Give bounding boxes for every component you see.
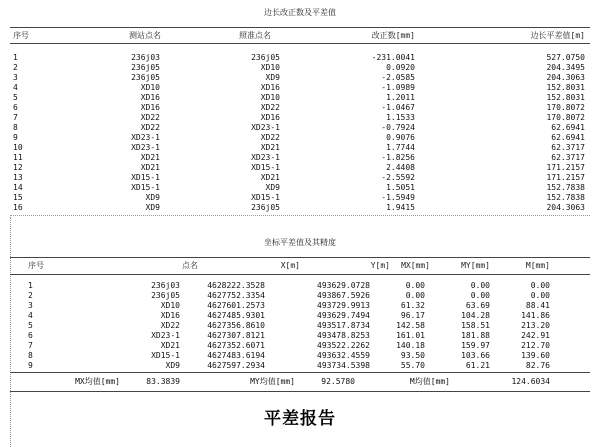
table-row (10, 93, 590, 103)
cell-adjusted-length: 170.8072 (546, 113, 585, 122)
table-row (10, 361, 590, 371)
cell-m: 242.91 (521, 331, 550, 340)
cell-station: XD15-1 (131, 183, 160, 192)
cell-station: XD21 (140, 163, 160, 172)
cell-target: XD10 (260, 93, 280, 102)
col-m-header: M[mm] (525, 261, 550, 270)
m-mean-value: 124.6034 (511, 377, 550, 386)
summary-top-rule (10, 372, 590, 373)
side-adjustment-title: 边长改正数及平差值 (264, 8, 336, 17)
cell-target: XD15-1 (251, 193, 280, 202)
cell-station: XD16 (140, 103, 160, 112)
cell-my: 181.88 (461, 331, 490, 340)
col-index-header: 序号 (13, 31, 29, 40)
cell-correction: 1.7744 (386, 143, 415, 152)
cell-point: XD10 (160, 301, 180, 310)
cell-index: 7 (13, 113, 18, 122)
my-mean-value: 92.5780 (321, 377, 355, 386)
cell-target: XD23-1 (251, 153, 280, 162)
cell-point: XD9 (165, 361, 180, 370)
cell-index: 7 (28, 341, 33, 350)
col-point-header: 点名 (182, 261, 198, 270)
cell-station: XD15-1 (131, 173, 160, 182)
precision-summary (10, 377, 590, 387)
cell-adjusted-length: 171.2157 (546, 163, 585, 172)
cell-y: 493632.4559 (317, 351, 370, 360)
cell-my: 63.69 (465, 301, 490, 310)
cell-correction: 2.4408 (386, 163, 415, 172)
cell-mx: 93.50 (400, 351, 425, 360)
table-row (10, 103, 590, 113)
cell-index: 11 (13, 153, 23, 162)
table-row (10, 193, 590, 203)
cell-adjusted-length: 152.7838 (546, 183, 585, 192)
cell-x: 4627752.3354 (207, 291, 265, 300)
col-x-header: X[m] (280, 261, 300, 270)
cell-adjusted-length: 62.6941 (551, 133, 585, 142)
cell-station: XD22 (140, 113, 160, 122)
cell-mx: 55.70 (400, 361, 425, 370)
cell-y: 493734.5398 (317, 361, 370, 370)
cell-adjusted-length: 204.3063 (546, 203, 585, 212)
col-index-header: 序号 (28, 261, 44, 270)
cell-index: 15 (13, 193, 23, 202)
cell-adjusted-length: 527.0750 (546, 53, 585, 62)
cell-index: 2 (13, 63, 18, 72)
cell-target: XD10 (260, 63, 280, 72)
cell-correction: 1.9415 (386, 203, 415, 212)
table-row (10, 311, 590, 321)
cell-adjusted-length: 170.8072 (546, 103, 585, 112)
cell-my: 61.21 (465, 361, 490, 370)
table-row (10, 321, 590, 331)
cell-x: 4628222.3528 (207, 281, 265, 290)
cell-my: 103.66 (461, 351, 490, 360)
cell-mx: 96.17 (400, 311, 425, 320)
section1-header-rule (10, 43, 590, 44)
cell-target: XD21 (260, 173, 280, 182)
coordinate-adjustment-title: 坐标平差值及其精度 (264, 238, 336, 247)
cell-target: XD23-1 (251, 123, 280, 132)
table-row (10, 203, 590, 213)
cell-mx: 142.58 (396, 321, 425, 330)
report-caption: 平差报告 (264, 409, 336, 429)
cell-correction: -1.0467 (381, 103, 415, 112)
cell-station: XD23-1 (131, 133, 160, 142)
mx-mean-label: MX均值[mm] (75, 377, 120, 386)
col-target-header: 照准点名 (239, 31, 271, 40)
mx-mean-value: 83.3839 (146, 377, 180, 386)
cell-target: XD22 (260, 133, 280, 142)
cell-correction: -0.7924 (381, 123, 415, 132)
cell-correction: 1.1533 (386, 113, 415, 122)
table-row (10, 63, 590, 73)
cell-mx: 61.32 (400, 301, 425, 310)
cell-y: 493629.0728 (317, 281, 370, 290)
cell-index: 9 (13, 133, 18, 142)
cell-index: 12 (13, 163, 23, 172)
col-station-header: 测站点名 (129, 31, 161, 40)
cell-m: 141.86 (521, 311, 550, 320)
cell-x: 4627352.6071 (207, 341, 265, 350)
cell-mx: 0.00 (405, 281, 425, 290)
cell-station: XD9 (145, 203, 160, 212)
cell-target: 236j05 (251, 203, 280, 212)
summary-bottom-rule (10, 391, 590, 392)
table-row (10, 143, 590, 153)
table-row (10, 183, 590, 193)
table-row (10, 123, 590, 133)
cell-index: 2 (28, 291, 33, 300)
cell-station: 236j05 (131, 63, 160, 72)
table-row (10, 113, 590, 123)
cell-y: 493478.8253 (317, 331, 370, 340)
cell-y: 493729.9913 (317, 301, 370, 310)
cell-adjusted-length: 62.3717 (551, 153, 585, 162)
cell-point: XD21 (160, 341, 180, 350)
cell-station: XD9 (145, 193, 160, 202)
table-row (10, 173, 590, 183)
cell-point: 236j05 (151, 291, 180, 300)
cell-station: XD22 (140, 123, 160, 132)
col-adjusted-length-header: 边长平差值[m] (530, 31, 585, 40)
cell-y: 493629.7494 (317, 311, 370, 320)
cell-mx: 140.18 (396, 341, 425, 350)
cell-index: 8 (28, 351, 33, 360)
cell-y: 493522.2262 (317, 341, 370, 350)
cell-x: 4627597.2934 (207, 361, 265, 370)
cell-station: XD16 (140, 93, 160, 102)
cell-point: XD16 (160, 311, 180, 320)
cell-index: 1 (28, 281, 33, 290)
cell-x: 4627307.8121 (207, 331, 265, 340)
cell-m: 139.60 (521, 351, 550, 360)
cell-target: XD16 (260, 113, 280, 122)
cell-index: 3 (28, 301, 33, 310)
cell-adjusted-length: 204.3495 (546, 63, 585, 72)
cell-index: 14 (13, 183, 23, 192)
cell-mx: 0.00 (405, 291, 425, 300)
cell-m: 212.70 (521, 341, 550, 350)
table-row (10, 163, 590, 173)
table-row (10, 83, 590, 93)
cell-index: 3 (13, 73, 18, 82)
cell-correction: 0.9076 (386, 133, 415, 142)
cell-m: 82.76 (525, 361, 550, 370)
cell-y: 493517.8734 (317, 321, 370, 330)
cell-x: 4627483.6194 (207, 351, 265, 360)
section1-top-rule (10, 27, 590, 28)
cell-adjusted-length: 152.8031 (546, 93, 585, 102)
table-row (10, 73, 590, 83)
section2-top-rule (10, 257, 590, 258)
cell-station: 236j05 (131, 73, 160, 82)
cell-point: XD22 (160, 321, 180, 330)
cell-adjusted-length: 171.2157 (546, 173, 585, 182)
col-my-header: MY[mm] (461, 261, 490, 270)
cell-target: XD16 (260, 83, 280, 92)
cell-adjusted-length: 152.8031 (546, 83, 585, 92)
cell-y: 493867.5926 (317, 291, 370, 300)
cell-adjusted-length: 204.3063 (546, 73, 585, 82)
cell-target: 236j05 (251, 53, 280, 62)
cell-correction: -1.5949 (381, 193, 415, 202)
cell-my: 159.97 (461, 341, 490, 350)
coordinate-header (10, 261, 590, 271)
cell-correction: -231.0041 (371, 53, 415, 62)
table-row (10, 301, 590, 311)
cell-x: 4627356.8610 (207, 321, 265, 330)
table-row (10, 133, 590, 143)
cell-target: XD15-1 (251, 163, 280, 172)
cell-station: XD21 (140, 153, 160, 162)
cell-my: 0.00 (470, 291, 490, 300)
cell-m: 88.41 (525, 301, 550, 310)
cell-correction: -1.0989 (381, 83, 415, 92)
table-row (10, 53, 590, 63)
table-row (10, 291, 590, 301)
table-row (10, 341, 590, 351)
cell-target: XD21 (260, 143, 280, 152)
cell-correction: 1.2011 (386, 93, 415, 102)
section-divider (10, 215, 590, 216)
cell-index: 5 (28, 321, 33, 330)
side-adjustment-header (10, 31, 590, 41)
table-row (10, 153, 590, 163)
cell-adjusted-length: 62.6941 (551, 123, 585, 132)
cell-target: XD9 (265, 183, 280, 192)
cell-index: 1 (13, 53, 18, 62)
col-mx-header: MX[mm] (401, 261, 430, 270)
cell-index: 13 (13, 173, 23, 182)
cell-point: 236j03 (151, 281, 180, 290)
table-row (10, 281, 590, 291)
cell-adjusted-length: 152.7838 (546, 193, 585, 202)
table-row (10, 331, 590, 341)
my-mean-label: MY均值[mm] (250, 377, 295, 386)
cell-station: 236j03 (131, 53, 160, 62)
cell-my: 104.28 (461, 311, 490, 320)
cell-index: 6 (13, 103, 18, 112)
cell-m: 0.00 (530, 281, 550, 290)
cell-point: XD23-1 (151, 331, 180, 340)
cell-correction: -2.0585 (381, 73, 415, 82)
table-row (10, 351, 590, 361)
cell-index: 10 (13, 143, 23, 152)
cell-m: 0.00 (530, 291, 550, 300)
cell-m: 213.20 (521, 321, 550, 330)
cell-correction: 1.5051 (386, 183, 415, 192)
m-mean-label: M均值[mm] (409, 377, 450, 386)
cell-my: 158.51 (461, 321, 490, 330)
cell-index: 8 (13, 123, 18, 132)
cell-correction: -2.5592 (381, 173, 415, 182)
cell-index: 5 (13, 93, 18, 102)
col-correction-header: 改正数[mm] (371, 31, 415, 40)
cell-index: 9 (28, 361, 33, 370)
cell-correction: 0.0920 (386, 63, 415, 72)
cell-correction: -1.8256 (381, 153, 415, 162)
cell-target: XD22 (260, 103, 280, 112)
col-y-header: Y[m] (370, 261, 390, 270)
cell-index: 4 (13, 83, 18, 92)
cell-adjusted-length: 62.3717 (551, 143, 585, 152)
cell-my: 0.00 (470, 281, 490, 290)
section2-header-rule (10, 274, 590, 275)
cell-index: 4 (28, 311, 33, 320)
cell-station: XD10 (140, 83, 160, 92)
cell-station: XD23-1 (131, 143, 160, 152)
cell-point: XD15-1 (151, 351, 180, 360)
cell-target: XD9 (265, 73, 280, 82)
cell-index: 6 (28, 331, 33, 340)
cell-x: 4627485.9301 (207, 311, 265, 320)
cell-mx: 161.01 (396, 331, 425, 340)
cell-x: 4627601.2573 (207, 301, 265, 310)
cell-index: 16 (13, 203, 23, 212)
